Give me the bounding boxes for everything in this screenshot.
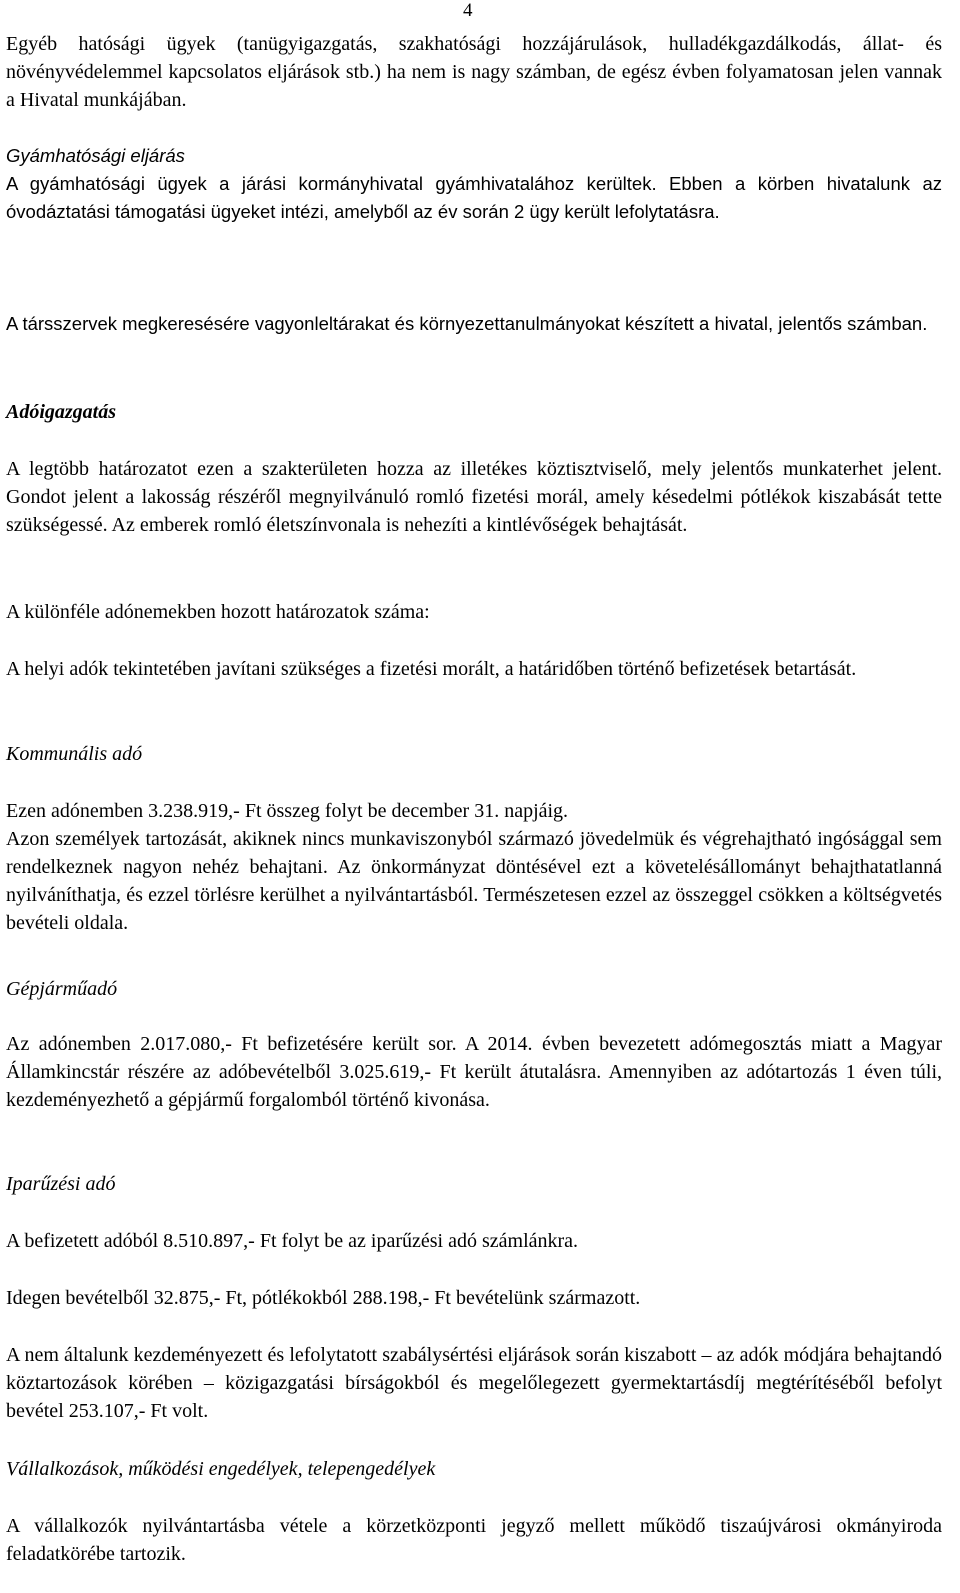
paragraph-gep: Az adónemben 2.017.080,- Ft befizetésére került sor. A 2014. évben bevezetett adómegosztás miatt a Magyar Államkincstár részére az adóbevételből 3.025.619,- Ft került átutalásra. Amennyiben az adótartozás 1 éven túli, kezdeményezhető a gépjármű forgalomból történő kivonása. <box>6 1033 942 1111</box>
heading-kommunalis: Kommunális adó <box>6 743 143 765</box>
paragraph-ipar-3: A nem általunk kezdeményezett és lefolytatott szabálysértési eljárások során kiszabott – az adók módjára behajtandó köztartozások körében – közigazgatási bírságokból és megelőlegezett gyermektartásdíj megtérítéséből befolyt bevétel 253.107,- Ft volt. <box>6 1344 942 1422</box>
heading-iparuzesi: Iparűzési adó <box>6 1173 116 1195</box>
paragraph-vall: A vállalkozók nyilvántartásba vétele a körzetközponti jegyző mellett működő tiszaújvárosi okmányiroda feladatkörébe tartozik. <box>6 1515 942 1565</box>
page-number: 4 <box>463 0 473 21</box>
paragraph-gyam-1: A gyámhatósági ügyek a járási kormányhivatal gyámhivatalához kerültek. Ebben a körben hivatalunk az óvodáztatási támogatási ügyeket intézi, amelyből az év során 2 ügy került lefolytatásra. <box>6 173 942 222</box>
paragraph-ipar-2: Idegen bevételből 32.875,- Ft, pótlékokból 288.198,- Ft bevételünk származott. <box>6 1287 641 1309</box>
paragraph-gyam-2: A társszervek megkeresésére vagyonleltárakat és környezettanulmányokat készített a hivatal, jelentős számban. <box>6 313 928 334</box>
paragraph-ado-3: A helyi adók tekintetében javítani szükséges a fizetési morált, a határidőben történő befizetések betartását. <box>6 658 857 680</box>
paragraph-komm-2: Azon személyek tartozását, akiknek nincs munkaviszonyból származó jövedelmük és végrehajtható ingósággal sem rendelkeznek nagyon nehéz behajtani. Az önkormányzat döntésével ezt a követelésállományt behajthatatlanná nyilváníthatja, és ezzel törlésre kerülhet a nyilvántartásból. Természetesen ezzel az összeggel csökken a költségvetés bevételi oldala. <box>6 828 942 934</box>
paragraph-ipar-1: A befizetett adóból 8.510.897,- Ft folyt be az iparűzési adó számlánkra. <box>6 1230 579 1252</box>
heading-adoigazgatas: Adóigazgatás <box>6 401 117 423</box>
heading-gyamhatosagi: Gyámhatósági eljárás <box>6 145 185 166</box>
heading-gepjarmu-visible: Gépjárműadó <box>6 978 118 1000</box>
paragraph-ado-1: A legtöbb határozatot ezen a szakterületen hozza az illetékes köztisztviselő, mely jelentős munkaterhet jelent. Gondot jelent a lakosság részéről megnyilvánuló romló fizetési morál, amely késedelmi pótlékok kiszabását tette szükségessé. Az emberek romló életszínvonala is nehezíti a kintlévőségek behajtását. <box>6 458 942 536</box>
paragraph-komm-1: Ezen adónemben 3.238.919,- Ft összeg folyt be december 31. napjáig. <box>6 800 569 822</box>
heading-vallalkozasok: Vállalkozások, működési engedélyek, telepengedélyek <box>6 1458 436 1480</box>
intro-paragraph: Egyéb hatósági ügyek (tanügyigazgatás, szakhatósági hozzájárulások, hulladékgazdálkodás, állat- és növényvédelemmel kapcsolatos eljárások stb.) ha nem is nagy számban, de egész évben folyamatosan jelen vannak a Hivatal munkájában. <box>6 33 942 111</box>
paragraph-ado-2: A különféle adónemekben hozott határozatok száma: <box>6 601 430 623</box>
